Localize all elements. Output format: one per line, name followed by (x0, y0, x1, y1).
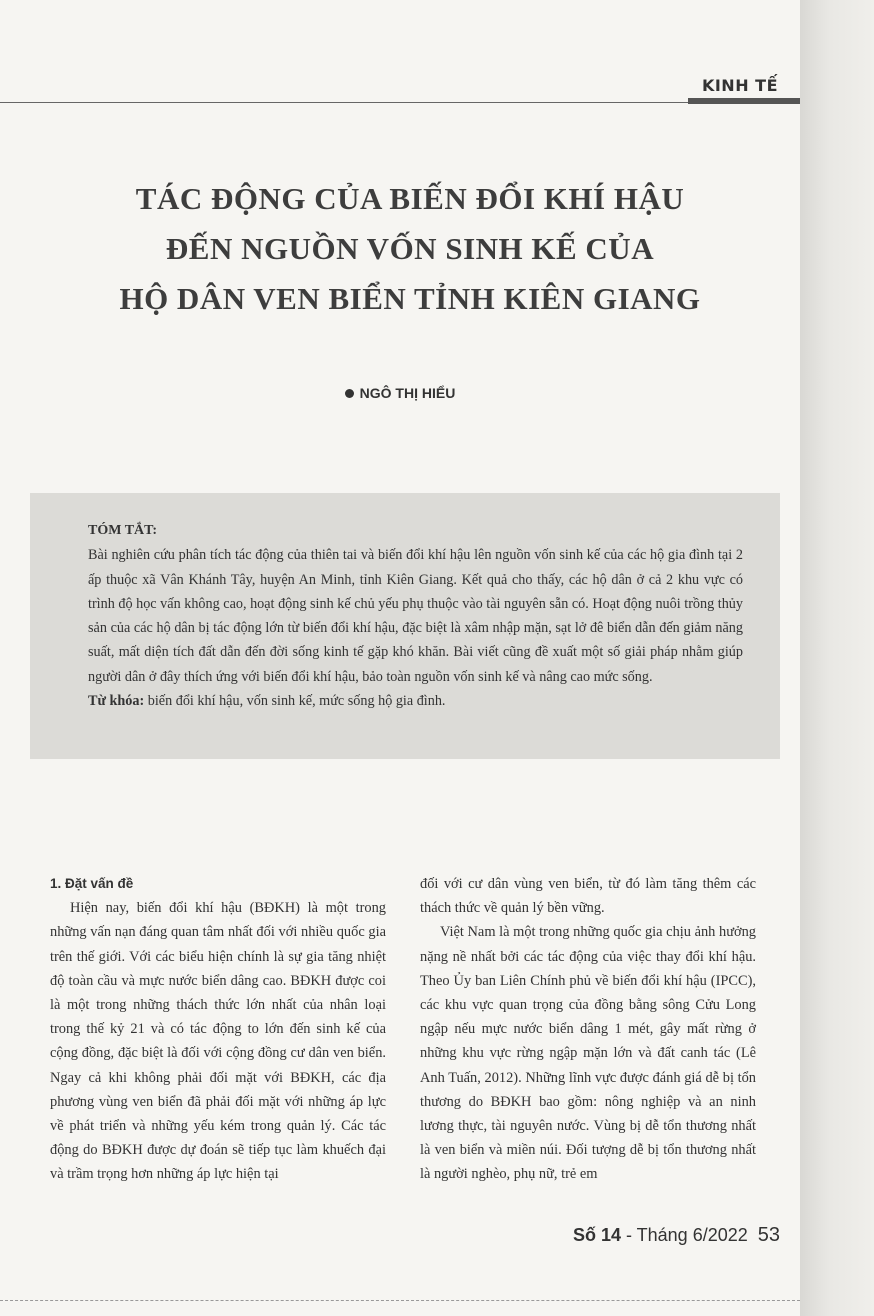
abstract-body: Bài nghiên cứu phân tích tác động của thiên tai và biến đổi khí hậu lên nguồn vốn sinh kế của các hộ gia đình tại 2 ấp thuộc xã Vân Khánh Tây, huyện An Minh, tỉnh Kiên Giang. Kết quả cho thấy, các hộ dân ở cả 2 khu vực có trình độ học vấn không cao, hoạt động sinh kế chủ yếu phụ thuộc vào tài nguyên sẵn có. Hoạt động nuôi trồng thủy sản của các hộ dân bị tác động lớn từ biến đổi khí hậu, đặc biệt là xâm nhập mặn, sạt lở đê biển dẫn đến giảm năng suất, mất diện tích đất dẫn đến đời sống kinh tế gặp khó khăn. Bài viết cũng đề xuất một số giải pháp nhằm giúp người dân ở đây thích ứng với biến đổi khí hậu, bảo toàn nguồn vốn sinh kế và nâng cao mức sống. (88, 547, 743, 685)
author-name: NGÔ THỊ HIỂU (359, 385, 456, 401)
abstract-heading: TÓM TẮT: (88, 523, 158, 538)
issue-date: - Tháng 6/2022 (620, 1225, 748, 1245)
footer-rule (0, 1300, 800, 1301)
abstract-box (30, 493, 780, 759)
page-edge-shadow (800, 0, 874, 1316)
bullet-icon (345, 389, 354, 398)
header-rule-accent (688, 98, 800, 104)
article-title (60, 174, 760, 324)
body-paragraph: Việt Nam là một trong những quốc gia chịu ảnh hưởng nặng nề nhất bởi các tác động của việc thay đổi khí hậu. Theo Ủy ban Liên Chính phủ về biến đổi khí hậu (IPCC), các khu vực quan trọng của đồng bằng sông Cửu Long ngập nếu mực nước biển dâng 1 mét, gây mất rừng ở những khu vực rừng ngập mặn lớn và đất canh tác (Lê Anh Tuấn, 2012). Những lĩnh vực được đánh giá dễ bị tổn thương do BĐKH bao gồm: nông nghiệp và an ninh lương thực, tài nguyên nước. Vùng bị dễ tổn thương nhất là ven biển và miền núi. Đối tượng dễ bị tổn thương nhất là người nghèo, phụ nữ, trẻ em (420, 924, 756, 1183)
title-line: ĐẾN NGUỒN VỐN SINH KẾ CỦA (165, 231, 655, 266)
keywords-label: Từ khóa: (88, 693, 145, 710)
page-number: 53 (757, 1224, 780, 1246)
header-rule (0, 102, 800, 103)
body-column-left (50, 872, 386, 1187)
keywords (88, 689, 743, 713)
body-paragraph: đối với cư dân vùng ven biển, từ đó làm tăng thêm các thách thức về quản lý bền vững. (420, 876, 756, 917)
body-paragraph: Hiện nay, biến đổi khí hậu (BĐKH) là một trong những vấn nạn đáng quan tâm nhất đối với nhiều quốc gia trên thế giới. Với các biểu hiện chính là sự gia tăng nhiệt độ toàn cầu và mực nước biển dâng cao. BĐKH được coi là một trong những thách thức lớn nhất của nhân loại trong thế kỷ 21 và có tác động to lớn đến sinh kế của cộng đồng, đặc biệt là đối với cộng đồng cư dân ven biển. Ngay cả khi không phải đối mặt với BĐKH, các địa phương vùng ven biển đã phải đối mặt với những áp lực về phát triển và những yếu kém trong quản lý. Các tác động do BĐKH được dự đoán sẽ tiếp tục làm khuếch đại và trầm trọng hơn những áp lực hiện tại (50, 900, 386, 1183)
keywords-text: biến đổi khí hậu, vốn sinh kế, mức sống hộ gia đình. (144, 693, 446, 710)
page-footer (573, 1224, 780, 1247)
author-line (0, 385, 800, 401)
title-line: HỘ DÂN VEN BIỂN TỈNH KIÊN GIANG (119, 281, 701, 316)
body-column-right (420, 872, 756, 1187)
title-line: TÁC ĐỘNG CỦA BIẾN ĐỔI KHÍ HẬU (135, 181, 685, 216)
section-heading: 1. Đặt vấn đề (50, 876, 134, 891)
issue-number: Số 14 (572, 1225, 621, 1245)
section-label: KINH TẾ (701, 76, 778, 95)
